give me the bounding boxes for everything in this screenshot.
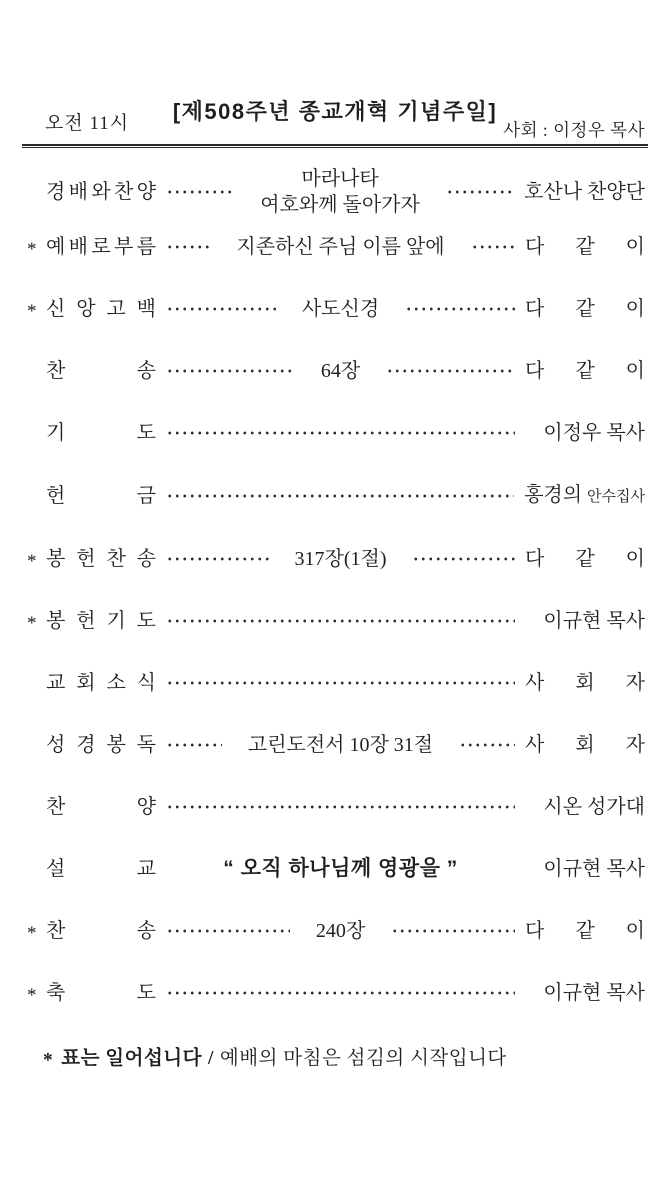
item-label-char: 봉: [106, 734, 126, 756]
item-label-char: 송: [136, 920, 156, 942]
item-performer-char: 같: [575, 298, 595, 320]
worship-row: [25, 546, 645, 572]
item-performer-char: 다: [525, 360, 545, 382]
dot-leader: [166, 678, 515, 688]
header-divider: [22, 144, 648, 148]
item-middle: [156, 546, 525, 572]
item-performer-char: 이: [625, 920, 645, 942]
item-performer-char: 자: [625, 672, 645, 694]
item-label-char: 도: [136, 610, 156, 632]
item-label-char: 고: [106, 298, 126, 320]
item-label: [46, 483, 156, 509]
item-performer-char: 다: [525, 236, 545, 258]
item-performer-char: 다: [525, 920, 545, 942]
dot-leader: [166, 304, 276, 314]
item-middle: [156, 296, 525, 322]
item-label: [46, 918, 156, 944]
item-performer: 이정우 목사: [543, 422, 645, 444]
dot-leader: [166, 802, 515, 812]
item-label-char: 로: [91, 236, 111, 258]
item-performer: 이규현 목사: [543, 858, 645, 880]
item-label: [46, 980, 156, 1006]
standing-marker: *: [27, 923, 37, 944]
worship-row: [25, 670, 645, 696]
worship-row: [25, 918, 645, 944]
item-content-line: 여호와께 돌아가자: [260, 194, 420, 216]
item-label: [46, 608, 156, 634]
item-performer: 이규현 목사: [543, 610, 645, 632]
item-label-char: 찬: [106, 548, 126, 570]
item-label-char: 도: [136, 982, 156, 1004]
item-middle: [156, 802, 525, 812]
item-label: [46, 732, 156, 758]
item-label: [46, 420, 156, 446]
item-content: [321, 358, 360, 384]
item-performer-char: 같: [575, 360, 595, 382]
item-performer-char: 같: [575, 236, 595, 258]
item-content-line: 사도신경: [301, 298, 380, 320]
item-label: [46, 856, 156, 882]
item-label-char: 송: [136, 360, 156, 382]
worship-row: [25, 358, 645, 384]
item-middle: [156, 491, 524, 501]
item-content: [236, 234, 444, 260]
worship-row: [25, 420, 645, 446]
item-performer: 호산나 찬양단: [524, 181, 645, 203]
item-performer-char: 다: [525, 298, 545, 320]
item-label: [46, 179, 156, 205]
item-label-char: 신: [46, 298, 66, 320]
item-label-char: 소: [106, 672, 126, 694]
item-performer-char: 회: [575, 672, 595, 694]
dot-leader: [166, 491, 514, 501]
standing-marker: *: [27, 613, 37, 634]
item-performer-char: 회: [575, 734, 595, 756]
footnote-standing-note: 표는 일어섭니다: [61, 1048, 202, 1069]
dot-leader: [166, 242, 210, 252]
item-content: [302, 296, 379, 322]
item-label-char: 설: [46, 858, 66, 880]
standing-marker: *: [27, 301, 37, 322]
item-performer-char: 사: [525, 672, 545, 694]
item-label-char: 찬: [113, 181, 134, 203]
dot-leader: [166, 187, 234, 197]
dot-leader: [166, 988, 515, 998]
item-label-char: 독: [136, 734, 156, 756]
item-label-char: 도: [136, 422, 156, 444]
item-label-char: 배: [68, 236, 88, 258]
item-middle: [156, 678, 525, 688]
dot-leader: [412, 554, 515, 564]
moderator-credit: 사회 : 이정우 목사: [503, 120, 645, 140]
dot-leader: [446, 187, 514, 197]
dot-leader: [405, 304, 515, 314]
dot-leader: [471, 242, 515, 252]
item-label-char: 교: [46, 672, 66, 694]
item-content-line: 240장: [315, 920, 366, 942]
item-middle: [156, 234, 525, 260]
item-label: [46, 670, 156, 696]
dot-leader: [166, 366, 295, 376]
item-performer: 홍경의 안수집사: [524, 484, 645, 506]
item-label: [46, 358, 156, 384]
item-performer-char: 이: [625, 360, 645, 382]
item-content-line: 마라나타: [301, 168, 379, 190]
item-performer-title: 안수집사: [587, 489, 645, 505]
item-performer: 시온 성가대: [543, 796, 645, 818]
dot-leader: [459, 740, 515, 750]
item-middle: [156, 166, 524, 218]
item-content: [260, 166, 420, 218]
dot-leader: [166, 554, 269, 564]
footnote-closing-note: 예배의 마침은 섬김의 시작입니다: [219, 1048, 507, 1069]
worship-row: [25, 856, 645, 882]
item-performer: [525, 670, 645, 696]
item-content-line: 지존하신 주님 이름 앞에: [236, 236, 445, 258]
item-label: [46, 546, 156, 572]
dot-leader: [166, 428, 515, 438]
item-label-char: 배: [68, 181, 88, 203]
item-label-char: 양: [136, 181, 156, 203]
item-label-char: 부: [113, 236, 134, 258]
item-performer-char: 사: [525, 734, 545, 756]
item-label-char: 예: [46, 236, 66, 258]
item-middle: [156, 428, 525, 438]
item-label-char: 금: [136, 485, 156, 507]
service-time: 오전 11시: [45, 113, 130, 134]
bulletin-header: [25, 95, 645, 142]
item-performer: [525, 546, 645, 572]
item-label-char: 회: [76, 672, 96, 694]
dot-leader: [166, 740, 222, 750]
footnote: [25, 1042, 645, 1070]
worship-row: [25, 794, 645, 820]
item-label-char: 헌: [76, 548, 96, 570]
item-label-char: 봉: [46, 548, 66, 570]
item-middle: [156, 358, 525, 384]
worship-row: [25, 166, 645, 218]
item-label-char: 송: [136, 548, 156, 570]
item-label-char: 앙: [76, 298, 96, 320]
item-performer: [525, 732, 645, 758]
dot-leader: [166, 926, 290, 936]
item-label-char: 식: [136, 672, 156, 694]
item-performer-char: 자: [625, 734, 645, 756]
item-label-char: 와: [91, 181, 111, 203]
item-content-line: 317장(1절): [294, 548, 387, 570]
item-performer: [525, 234, 645, 260]
footnote-separator: /: [207, 1048, 214, 1069]
item-label-char: 백: [136, 298, 156, 320]
dot-leader: [391, 926, 515, 936]
item-label-char: 기: [46, 422, 66, 444]
item-label: [46, 296, 156, 322]
item-performer-char: 같: [575, 920, 595, 942]
page-title: [제508주년 종교개혁 기념주일]: [172, 99, 498, 124]
worship-row: [25, 608, 645, 634]
standing-marker: *: [27, 239, 37, 260]
dot-leader: [166, 616, 515, 626]
item-performer-char: 이: [625, 548, 645, 570]
item-performer: 이규현 목사: [543, 982, 645, 1004]
item-content: [295, 546, 387, 572]
item-content-line: 고린도전서 10장 31절: [247, 734, 434, 756]
item-content: [316, 918, 365, 944]
standing-marker: *: [27, 551, 37, 572]
item-label-char: 봉: [46, 610, 66, 632]
item-content-line: 64장: [320, 360, 361, 382]
item-performer: [525, 918, 645, 944]
item-middle: [156, 616, 525, 626]
item-content: [223, 856, 457, 882]
item-label-char: 찬: [46, 796, 66, 818]
item-middle: [156, 856, 525, 882]
item-performer: [525, 358, 645, 384]
item-performer-char: 같: [575, 548, 595, 570]
item-label-char: 양: [136, 796, 156, 818]
item-label-char: 찬: [46, 360, 66, 382]
worship-row: [25, 234, 645, 260]
item-label-char: 름: [136, 236, 156, 258]
item-label-char: 경: [76, 734, 96, 756]
item-label-char: 기: [106, 610, 126, 632]
item-performer-char: 이: [625, 298, 645, 320]
worship-row: [25, 482, 645, 510]
item-label-char: 성: [46, 734, 66, 756]
worship-row: [25, 980, 645, 1006]
item-label-char: 경: [46, 181, 66, 203]
item-performer: [525, 296, 645, 322]
item-label-char: 헌: [76, 610, 96, 632]
item-label: [46, 794, 156, 820]
item-label-char: 헌: [46, 485, 66, 507]
order-of-worship: [25, 166, 645, 1006]
item-label-char: 찬: [46, 920, 66, 942]
standing-marker: *: [27, 985, 37, 1006]
worship-row: [25, 732, 645, 758]
item-middle: [156, 918, 525, 944]
footnote-star-marker: *: [43, 1050, 54, 1071]
item-middle: [156, 732, 525, 758]
item-label-char: 축: [46, 982, 66, 1004]
item-label: [46, 234, 156, 260]
item-performer-char: 다: [525, 548, 545, 570]
item-label-char: 교: [136, 858, 156, 880]
item-content: [248, 732, 433, 758]
worship-row: [25, 296, 645, 322]
item-content-line: “ 오직 하나님께 영광을 ”: [223, 857, 458, 880]
item-middle: [156, 988, 525, 998]
dot-leader: [386, 366, 515, 376]
item-performer-char: 이: [625, 236, 645, 258]
